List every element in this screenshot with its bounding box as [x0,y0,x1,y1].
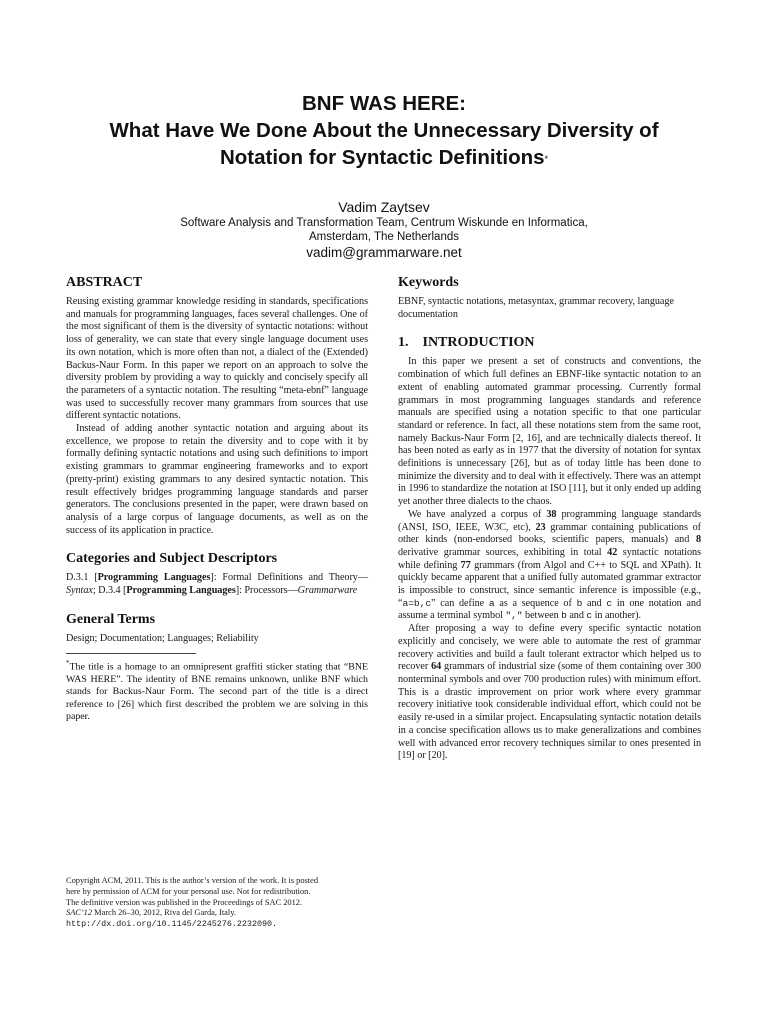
title-line-1: BNF WAS HERE: [302,92,466,115]
copyright-line-1: Copyright ACM, 2011. This is the author’s version of the work. It is posted [66,876,319,885]
intro-p3-text-b: grammars of industrial size (some of them containing over 300 nonterminal symbols and over 700 production rules) with minimum effort. This is a drastic improvement on prior work where every grammar recovery initiative took considerable individual effort, which could not be easily re-used in a similar project. Encapsulating syntactic notation details in a concise specification allows us to make generalizations and combines well with advanced error recovery techniques similar to ones presented in [19] or [20]. [398,661,701,762]
count-derivative-sources: 8 [695,534,701,546]
doi-link[interactable]: http://dx.doi.org/10.1145/2245276.2232090. [66,919,278,930]
intro-p2-text-a: We have analyzed a corpus of [408,508,547,520]
abstract-paragraph-1: Reusing existing grammar knowledge residing in standards, specifications and manuals for programming languages, faces several challenges. One of the most significant of them is the diversity of syntactic notations: without loss of generality, we can state that every single language document uses its own notation, which is more often than not, a dialect of the (Extended) Backus-Naur Form. In this paper we report on an approach to solve the diversity problem by providing a way to quickly and concisely specify all the parameters of a syntactic notation. The resulting “meta-ebnf” language was used to successfully recover many grammars from sources that use different syntactic notations. [66,296,368,422]
count-notations: 42 [607,546,618,558]
categories-heading: Categories and Subject Descriptors [66,551,278,567]
intro-p2-text-j: in one notation and assume a terminal symbol [398,597,701,622]
intro-p3-text-a: After proposing a way to define every specific syntactic notation explicitly and concisely, we were able to automate the rest of grammar recovery activities and build a fault tolerant extractor which helped us to recover [398,623,701,673]
intro-p2-text-l: and [566,610,587,622]
code-a: a [488,597,495,609]
intro-p2-text-f: grammars (from Algol and C++ to SQL and XPath). It quickly became apparent that a unified fully automated grammar extractor is impossible to construct, since semantic inference is impossible (e.g., “ [398,559,701,609]
abstract-heading: ABSTRACT [66,275,143,290]
copyright-notice [66,876,370,930]
author-affiliation-line-2: Amsterdam, The Netherlands [309,231,459,243]
general-terms-heading: General Terms [66,611,156,627]
code-abc: a=b,c [402,597,432,609]
count-recovered-grammars: 64 [431,661,442,673]
category-1-italic: Syntax [66,585,93,597]
keywords-heading: Keywords [398,275,459,290]
code-comma: "," [505,610,523,622]
introduction-paragraph-3 [398,623,701,763]
category-1-bold: Programming Languages [97,572,211,584]
category-2-italic: Grammarware [297,585,358,597]
footnote-mark: * [66,659,70,668]
abstract-paragraph-2: Instead of adding another syntactic notation and arguing about its excellence, we propose to retain the diversity and to cope with it by formally defining syntactic notations and using such definitions to import existing grammars to grammar engineering frameworks and to export (pretty-print) existing grammars to any desired syntactic notation. This result effectively bridges programming language standards and parser generators. The conclusions presented in the paper, were drawn based on analysis of a large corpus of language documents, as well as on the success of its application in practice. [66,423,368,536]
intro-p2-text-h: as a sequence of [494,597,577,609]
category-2-code: ; D.3.4 [ [92,585,127,597]
intro-p2-text-b: programming language standards (ANSI, ISO, IEEE, W3C, etc), [398,508,702,533]
footnote-text: The title is a homage to an omnipresent graffiti sticker stating that “BNE WAS HERE”. The identity of BNE remains unknown, unlike BNF which stands for Backus-Naur Form. The second part of the title is a direct reference to [26] which first described the problem we are solving in this paper. [66,661,368,722]
introduction-paragraph-1: In this paper we present a set of constructs and conventions, the combination of which full defines an EBNF-like syntactic notation to an extent of enabling automated grammar processing. Currently formal grammars in most programming languages standards and reference manuals are specified using a notation specific to that one particular standard or reference. In fact, all these notations stem from the same root, namely Backus-Naur Form [2, 16], and are technically dialects thereof. It has been noted as early as in 1977 that the diversity of notation for syntax definitions is unnecessary [26], but as of today little has been done to minimize the diversity and to deal with it effectively. There was an attempt in 1996 to standardize the notation at ISO [11], but it only ended up adding yet another three dialects to the chaos. [398,356,701,508]
author-name: Vadim Zaytsev [338,199,430,215]
intro-p2-text-m: in another). [592,610,641,622]
category-2-bold: Programming Languages [126,585,236,597]
intro-p2-text-c: grammar containing publications of other kinds (non-endorsed books, scientific papers, manuals) and [398,521,702,546]
copyright-line-4 [66,908,370,919]
code-b-2: b [561,610,567,622]
intro-p2-text-e: syntactic notations while defining [398,546,702,571]
count-standards: 38 [546,508,557,520]
intro-p2-text-i: and [582,597,607,609]
general-terms-text: Design; Documentation; Languages; Reliability [66,632,259,644]
categories-text [66,572,368,597]
code-c: c [606,597,613,609]
count-publications: 23 [535,521,546,533]
right-column [398,274,701,763]
title-line-3 [40,144,728,171]
author-block [100,198,668,261]
title-line-2: What Have We Done About the Unnecessary Diversity of [109,119,659,142]
title-footnote-mark: * [544,154,549,164]
title-line-3-text: Notation for Syntactic Definitions [219,146,545,169]
category-1-code: D.3.1 [ [66,572,98,584]
intro-p2-text-d: derivative grammar sources, exhibiting in total [398,546,608,558]
copyright-line-2: here by permission of ACM for your personal use. Not for redistribution. [66,886,311,896]
conference-name: SAC’12 [66,908,93,918]
count-grammars: 77 [460,559,471,571]
category-2-rest: ]: Processors— [235,585,298,597]
keywords-text: EBNF, syntactic notations, metasyntax, grammar recovery, language documentation [398,296,674,320]
footnote [66,657,368,723]
conference-details: March 26–30, 2012, Riva del Garda, Italy. [92,908,236,918]
author-affiliation-line-1: Software Analysis and Transformation Team, Centrum Wiskunde en Informatica, [180,217,588,229]
paper-title [40,90,728,171]
introduction-heading: 1. INTRODUCTION [398,335,535,351]
left-column [66,274,368,723]
introduction-paragraph-2 [398,509,701,623]
copyright-line-3: The definitive version was published in the Proceedings of SAC 2012. [66,897,303,907]
code-b: b [576,597,583,609]
intro-p2-text-k: between [522,610,562,622]
intro-p2-text-g: ” can define [431,597,489,609]
author-email: vadim@grammarware.net [306,245,462,260]
code-c-2: c [586,610,593,622]
category-1-rest: ]: Formal Definitions and Theory— [210,572,368,584]
footnote-rule [66,653,196,654]
